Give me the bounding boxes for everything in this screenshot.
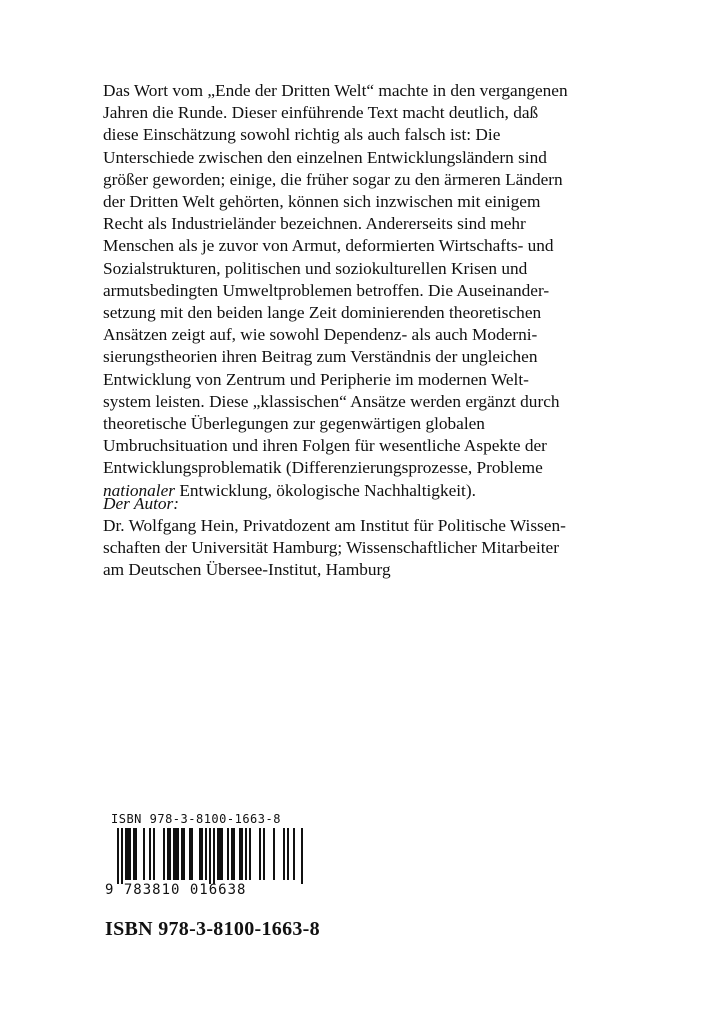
barcode-bar [231,828,233,880]
author-line: am Deutschen Übersee-Institut, Hamburg [103,560,391,580]
text-line: sierungstheorien ihren Beitrag zum Verständnis der ungleichen [103,347,538,367]
barcode-bar [153,828,155,880]
barcode-bar [263,828,265,880]
text-line: system leisten. Diese „klassischen“ Ansätze werden ergänzt durch [103,391,560,411]
barcode-bar [125,828,127,880]
barcode-bar [241,828,243,880]
text-line: diese Einschätzung sowohl richtig als auch falsch ist: Die [103,125,501,145]
barcode-bar [287,828,289,880]
barcode-bar [127,828,129,880]
text-line: setzung mit den beiden lange Zeit dominierenden theoretischen [103,303,542,323]
barcode-bar [221,828,223,880]
barcode-bar [233,828,235,880]
barcode-bar [177,828,179,880]
barcode-bar [189,828,191,880]
barcode-bar [213,828,215,884]
barcode-bar [181,828,183,880]
barcode-bar [163,828,165,880]
text-line: Recht als Industrieländer bezeichnen. Andererseits sind mehr [103,214,526,234]
barcode-bar [301,828,303,884]
text-line: Das Wort vom „Ende der Dritten Welt“ machte in den vergangenen [103,81,568,100]
barcode-bar [191,828,193,880]
barcode-bar [283,828,285,880]
text-line: Menschen als je zuvor von Armut, deformierten Wirtschafts- und [103,236,554,256]
barcode-bar [169,828,171,880]
barcode-bar [133,828,135,880]
text-line: Umbruchsituation und ihren Folgen für wesentliche Aspekte der [103,436,547,456]
barcode-bar [117,828,119,884]
barcode-bar [239,828,241,880]
barcode-bar [227,828,229,880]
barcode-bar [167,828,169,880]
barcode-bar [219,828,221,880]
text-line: Entwicklungsproblematik (Differenzierungsprozesse, Probleme [103,458,543,478]
barcode-bar [129,828,131,880]
author-line: schaften der Universität Hamburg; Wissenschaftlicher Mitarbeiter [103,538,559,558]
barcode-bar [173,828,175,880]
barcode-bar [183,828,185,880]
author-bio [103,515,566,582]
text-line: der Dritten Welt gehörten, können sich inzwischen mit einigem [103,192,541,212]
barcode-bar [249,828,251,880]
barcode [105,812,305,902]
text-line: armutsbedingten Umweltproblemen betroffen. Die Auseinander- [103,280,550,300]
barcode-bar [149,828,151,880]
barcode-digits: 9 783810 016638 [105,882,247,898]
barcode-bar [205,828,207,880]
author-heading: Der Autor: [103,494,180,513]
barcode-bar [293,828,295,880]
text-line: Unterschiede zwischen den einzelnen Entwicklungsländern sind [103,147,547,167]
barcode-bar [245,828,247,880]
italic-word: nationaler [103,480,176,500]
text-line-rest: Entwicklung, ökologische Nachhaltigkeit). [175,480,476,500]
text-line: Sozialstrukturen, politischen und soziokulturellen Krisen und [103,258,528,278]
barcode-bar [201,828,203,880]
barcode-bar [135,828,137,880]
author-line: Dr. Wolfgang Hein, Privatdozent am Institut für Politische Wissen- [103,516,566,535]
text-line: Jahren die Runde. Dieser einführende Text macht deutlich, daß [103,103,539,123]
barcode-bar [217,828,219,880]
barcode-bar [199,828,201,880]
barcode-isbn-label: ISBN 978-3-8100-1663-8 [111,812,281,826]
barcode-bar [143,828,145,880]
text-line: Ansätzen zeigt auf, wie sowohl Dependenz- als auch Moderni- [103,325,538,345]
text-line: Entwicklung von Zentrum und Peripherie im modernen Welt- [103,369,529,389]
text-line-last [103,480,623,502]
barcode-bar [121,828,123,884]
barcode-bar [209,828,211,884]
text-line: theoretische Überlegungen zur gegenwärtigen globalen [103,414,485,434]
isbn-number: ISBN 978-3-8100-1663-8 [105,918,320,940]
barcode-bars [105,828,305,884]
description-text [103,80,623,502]
barcode-bar [175,828,177,880]
text-line: größer geworden; einige, die früher sogar zu den ärmeren Ländern [103,169,563,189]
barcode-bar [259,828,261,880]
barcode-bar [273,828,275,880]
